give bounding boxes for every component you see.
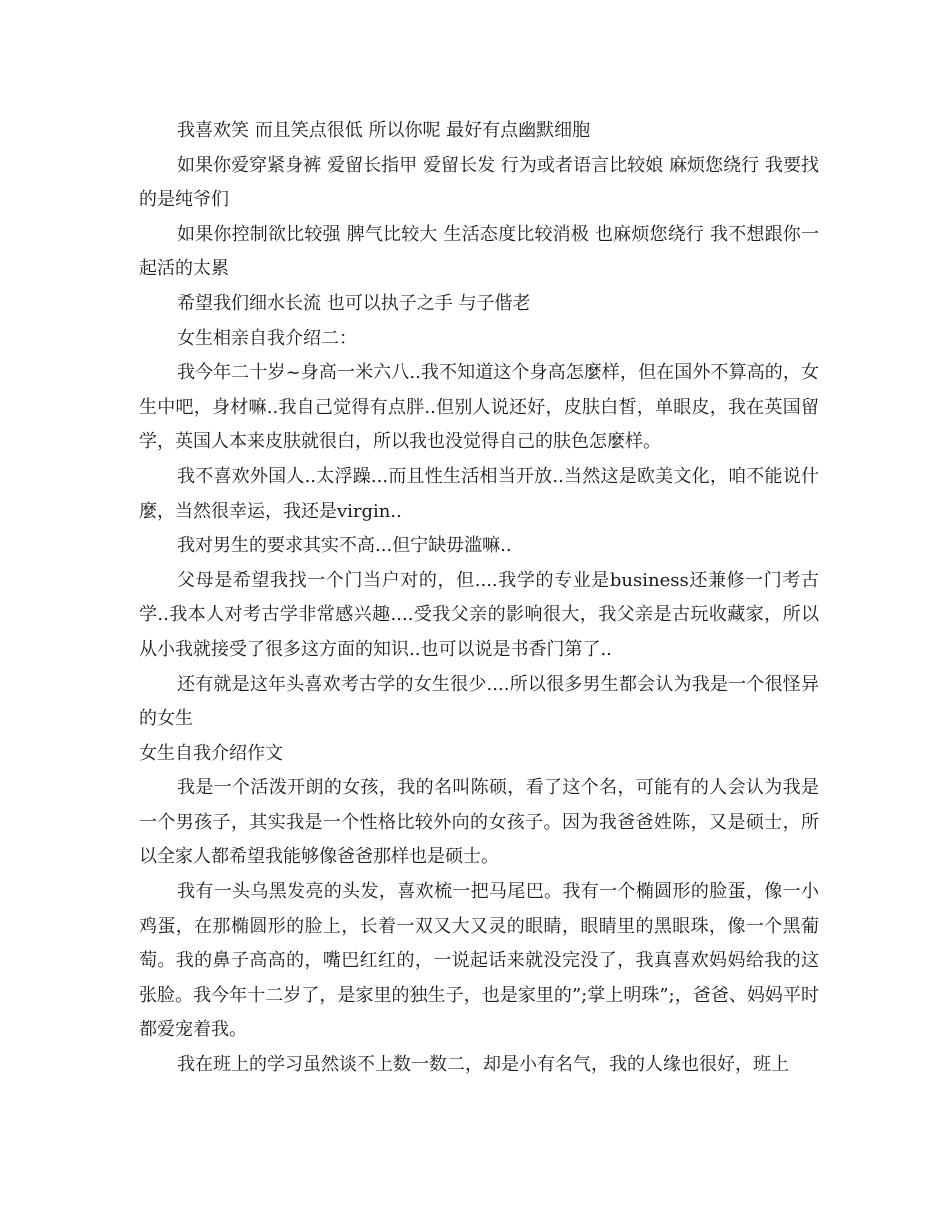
paragraph-7: 我不喜欢外国人..太浮躁...而且性生活相当开放..当然这是欧美文化，咱不能说什麼，当然很幸运，我还是virgin..: [139, 465, 819, 522]
section-heading-essay: 女生自我介绍作文: [139, 742, 283, 764]
paragraph-14: 我在班上的学习虽然谈不上数一数二，却是小有名气，我的人缘也很好，班上: [177, 1054, 789, 1076]
paragraph-8: 我对男生的要求其实不高...但宁缺毋滥嘛..: [177, 535, 512, 557]
document-body: [139, 114, 819, 1083]
section-heading-2: 女生相亲自我介绍二：: [177, 327, 357, 349]
paragraph-6: 我今年二十岁~身高一米六八..我不知道这个身高怎麼样，但在国外不算高的，女生中吧，身材嘛..我自己觉得有点胖..但别人说还好，皮肤白皙，单眼皮，我在英国留学，英国人本来皮肤就很白，所以我也没觉得自己的肤色怎麼样。: [139, 362, 819, 453]
paragraph-13: 我有一头乌黑发亮的头发，喜欢梳一把马尾巴。我有一个椭圆形的脸蛋，像一小鸡蛋，在那椭圆形的脸上，长着一双又大又灵的眼睛，眼睛里的黑眼珠，像一个黑葡萄。我的鼻子高高的，嘴巴红红的，一说起话来就没完没了，我真喜欢妈妈给我的这张脸。我今年十二岁了，是家里的独生子，也是家里的”;掌上明珠”;，爸爸、妈妈平时都爱宠着我。: [139, 881, 819, 1041]
paragraph-4: 希望我们细水长流 也可以执子之手 与子偕老: [177, 292, 531, 314]
paragraph-12: 我是一个活泼开朗的女孩，我的名叫陈硕，看了这个名，可能有的人会认为我是一个男孩子，其实我是一个性格比较外向的女孩子。因为我爸爸姓陈，又是硕士，所以全家人都希望我能够像爸爸那样也是硕士。: [139, 777, 819, 868]
paragraph-10: 还有就是这年头喜欢考古学的女生很少....所以很多男生都会认为我是一个很怪异的女生: [139, 673, 819, 730]
paragraph-9: 父母是希望我找一个门当户对的，但....我学的专业是business还兼修一门考古学..我本人对考古学非常感兴趣....受我父亲的影响很大，我父亲是古玩收藏家，所以从小我就接受了很多这方面的知识..也可以说是书香门第了..: [139, 569, 819, 660]
paragraph-1: 我喜欢笑 而且笑点很低 所以你呢 最好有点幽默细胞: [177, 120, 591, 141]
paragraph-2: 如果你爱穿紧身裤 爱留长指甲 爱留长发 行为或者语言比较娘 麻烦您绕行 我要找的是纯爷们: [139, 154, 819, 211]
paragraph-3: 如果你控制欲比较强 脾气比较大 生活态度比较消极 也麻烦您绕行 我不想跟你一起活的太累: [139, 223, 819, 280]
